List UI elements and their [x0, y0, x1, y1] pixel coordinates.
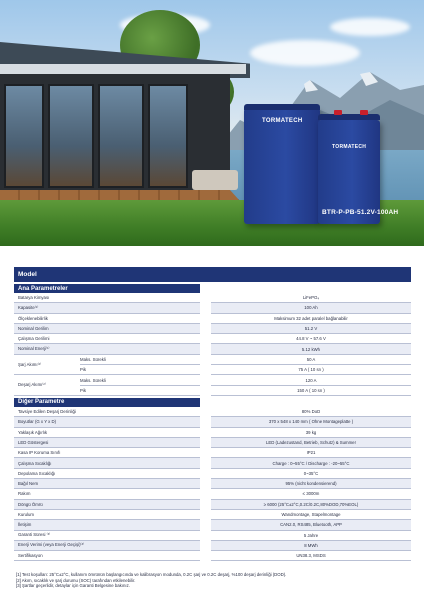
charge-current-group [14, 355, 411, 376]
row-value: Wandmontage, Stapelmontage [211, 510, 411, 520]
footnotes [16, 572, 286, 589]
table-row [14, 324, 411, 334]
table-row [14, 541, 411, 551]
row-value: 44.8 V ~ 57.6 V [211, 334, 411, 344]
battery-unit-back [244, 108, 320, 224]
row-label: Çalışma Sıcaklığı [14, 458, 200, 468]
row-value: 150 A ( 10 sn ) [211, 386, 411, 396]
table-row [14, 417, 411, 427]
table-row [14, 469, 411, 479]
brand-logo: TORMATECH [262, 118, 303, 124]
glass-panel [4, 84, 44, 188]
glass-panel [148, 84, 188, 188]
table-row [14, 375, 411, 396]
table-row [14, 303, 411, 313]
row-label: Kurulum [14, 510, 200, 520]
table-row [14, 314, 411, 324]
glass-panel [98, 84, 144, 188]
sub-label: Maks. Sürekli [80, 375, 200, 385]
table-row [14, 510, 411, 520]
sub-label: Maks. Sürekli [80, 355, 200, 365]
brand-logo: TORMATECH [332, 144, 367, 150]
row-value: LED (Ladezustand, Betrieb, Schutz) & Summer [211, 438, 411, 448]
row-label: Deşarj Akımı⁽²⁾ [14, 375, 80, 396]
sub-values [211, 355, 411, 376]
table-row [14, 438, 411, 448]
sub-values [211, 375, 411, 396]
table-row [14, 458, 411, 468]
row-value: ≥ 6000 (25°C±2°C,0.2C/0.2C,80%DOD,70%EOL) [211, 500, 411, 510]
row-value: IP21 [211, 448, 411, 458]
row-value: 0~35°C [211, 469, 411, 479]
table-header: Model [14, 267, 411, 282]
row-label: Garanti Süresi ⁽³⁾ [14, 531, 200, 541]
other-params-rows [14, 407, 411, 561]
row-value: 8 MWh [211, 541, 411, 551]
footnote: [2] Akım, sıcaklık ve şarj durumu (SOC) tarafından etkilenebilir. [16, 577, 136, 583]
row-label: Şarj Akımı⁽²⁾ [14, 355, 80, 376]
table-row [14, 448, 411, 458]
sub-labels [80, 355, 200, 376]
row-value: 51.2 V [211, 324, 411, 334]
row-value: 370 x 548 x 140 mm ( Ohne Montageplatte ) [211, 417, 411, 427]
row-label: Çalışma Gerilimi [14, 334, 200, 344]
row-label: Yaklaşık Ağırlık [14, 428, 200, 438]
row-label: Boyutlar (G x Y x D) [14, 417, 200, 427]
footnote: [1] Test koşulları: 25°C±2°C, kullanım ömrünün başlangıcında ve kalibrasyon modunda, 0.2C şarj ve 0.2C deşarj, %100 deşarj derinliği (DOD). [16, 572, 287, 577]
table-row [14, 344, 411, 354]
row-label: Enerji Verimi (veya Enerji Geçişi)⁽³⁾ [14, 541, 200, 551]
row-label: İletişim [14, 520, 200, 530]
glass-panel [48, 84, 94, 188]
row-label: Batarya Kimyası [14, 293, 200, 303]
row-label: Bağıl Nem [14, 479, 200, 489]
battery-terminal [334, 110, 342, 115]
product-hero-image [0, 0, 424, 246]
cloud [330, 18, 410, 36]
table-row [14, 531, 411, 541]
row-value: LiFePO₄ [211, 293, 411, 303]
row-label: Nominal Enerji⁽¹⁾ [14, 344, 200, 354]
table-row [14, 428, 411, 438]
row-label: Kasa IP Koruma Sınıfı [14, 448, 200, 458]
discharge-current-group [14, 375, 411, 396]
row-label: LED Göstergesi [14, 438, 200, 448]
battery-top [318, 114, 380, 120]
row-value: 95% (nicht kondensierend) [211, 479, 411, 489]
table-row [14, 334, 411, 344]
section-main-params: Ana Parametreler [14, 284, 200, 293]
sub-label: Pik [80, 386, 200, 396]
section-other-params: Diğer Parametre [14, 398, 200, 407]
row-value: 5 Jahre [211, 531, 411, 541]
table-row [14, 500, 411, 510]
row-value: ≤ 3000m [211, 489, 411, 499]
footnote: [3] Şartlar geçerlidir, detaylar için Garanti Belgesine bakınız. [16, 583, 130, 589]
row-label: Tavsiye Edilen Deşarj Derinliği [14, 407, 200, 417]
row-label: Nominal Gerilim [14, 324, 200, 334]
row-label: Sertifikasyon [14, 551, 200, 561]
table-row [14, 355, 411, 376]
model-tag: BTR-P-PB-51.2V-100AH [322, 209, 399, 216]
row-value: CAN2.0, RS485, Bluetooth, APP [211, 520, 411, 530]
row-label: Kapasite⁽¹⁾ [14, 303, 200, 313]
house-fascia [0, 64, 246, 74]
row-value: 50 A [211, 355, 411, 365]
row-value: 75 A ( 10 sn ) [211, 365, 411, 375]
battery-top [244, 104, 320, 110]
row-label: Döngü Ömrü [14, 500, 200, 510]
row-value: 5.12 kWh [211, 344, 411, 354]
table-row [14, 293, 411, 303]
battery-terminal [360, 110, 368, 115]
row-value: 100 Ah [211, 303, 411, 313]
row-value: UN38.3, MSDS [211, 551, 411, 561]
row-value: 120 A [211, 375, 411, 385]
row-label: Rakım [14, 489, 200, 499]
table-row [14, 520, 411, 530]
table-row [14, 479, 411, 489]
row-label: Depolama Sıcaklığı [14, 469, 200, 479]
table-row [14, 551, 411, 561]
table-row [14, 407, 411, 417]
row-value: Charge : 0~55°C / Discharge : -20~55°C [211, 458, 411, 468]
row-value: Maksimum 32 adet paralel bağlanabilir [211, 314, 411, 324]
table-row [14, 489, 411, 499]
sofa [192, 170, 238, 190]
main-params-rows [14, 293, 411, 355]
row-label: Ölçeklenebilirlik [14, 314, 200, 324]
sub-label: Pik [80, 365, 200, 375]
row-value: 80% DoD [211, 407, 411, 417]
sub-labels [80, 375, 200, 396]
row-value: 39 kg [211, 428, 411, 438]
spec-table [14, 267, 411, 561]
